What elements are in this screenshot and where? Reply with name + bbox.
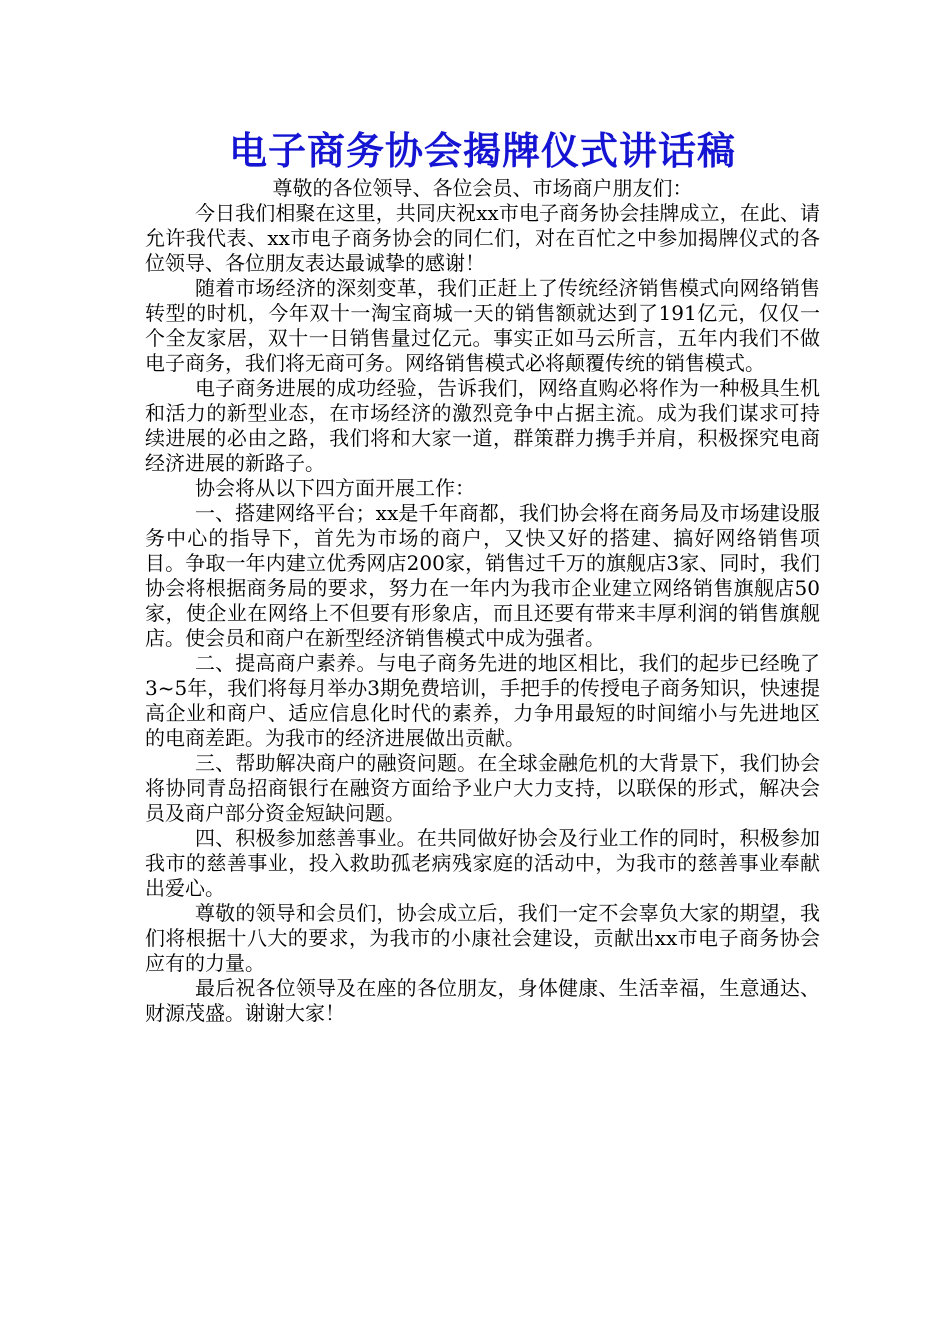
paragraph-item-2: 二、提高商户素养。与电子商务先进的地区相比，我们的起步已经晚了3~5年，我们将每月举办3期免费培训，手把手的传授电子商务知识，快速提高企业和商户、适应信息化时代的素养，力争用最短的时间缩小与先进地区的电商差距。为我市的经济进展做出贡献。 <box>145 651 820 750</box>
paragraph-item-1: 一、搭建网络平台；xx是千年商都，我们协会将在商务局及市场建设服务中心的指导下，首先为市场的商户，又快又好的搭建、搞好网络销售项目。争取一年内建立优秀网店200家，销售过千万的旗舰店3家、同时，我们协会将根据商务局的要求，努力在一年内为我市企业建立网络销售旗舰店50家，使企业在网络上不但要有形象店，而且还要有带来丰厚利润的销售旗舰店。使会员和商户在新型经济销售模式中成为强者。 <box>145 501 820 650</box>
paragraph-closing: 最后祝各位领导及在座的各位朋友，身体健康、生活幸福，生意通达、财源茂盛。谢谢大家！ <box>145 976 820 1025</box>
document-title: 电子商务协会揭牌仪式讲话稿 <box>228 129 736 173</box>
salutation: 尊敬的各位领导、各位会员、市场商户朋友们： <box>272 176 693 200</box>
paragraph-experience: 电子商务进展的成功经验，告诉我们，网络直购必将作为一种极具生机和活力的新型业态，在市场经济的激烈竞争中占据主流。成为我们谋求可持续进展的必由之路，我们将和大家一道，群策群力携手并肩，积极探究电商经济进展的新路子。 <box>145 376 820 475</box>
paragraph-item-4: 四、积极参加慈善事业。在共同做好协会及行业工作的同时，积极参加我市的慈善事业，投入救助孤老病残家庭的活动中，为我市的慈善事业奉献出爱心。 <box>145 826 820 900</box>
paragraph-opening: 今日我们相聚在这里，共同庆祝xx市电子商务协会挂牌成立，在此、请允许我代表、xx市电子商务协会的同仁们，对在百忙之中参加揭牌仪式的各位领导、各位朋友表达最诚挚的感谢！ <box>145 201 820 275</box>
paragraph-commitment: 尊敬的领导和会员们，协会成立后，我们一定不会辜负大家的期望，我们将根据十八大的要求，为我市的小康社会建设，贡献出xx市电子商务协会应有的力量。 <box>145 901 820 975</box>
paragraph-item-3: 三、帮助解决商户的融资问题。在全球金融危机的大背景下，我们协会将协同青岛招商银行在融资方面给予业户大力支持，以联保的形式，解决会员及商户部分资金短缺问题。 <box>145 751 820 825</box>
paragraph-market-change: 随着市场经济的深刻变革，我们正赶上了传统经济销售模式向网络销售转型的时机，今年双十一淘宝商城一天的销售额就达到了191亿元，仅仅一个全友家居，双十一日销售量过亿元。事实正如马云所言，五年内我们不做电子商务，我们将无商可务。网络销售模式必将颠覆传统的销售模式。 <box>145 276 820 375</box>
document-body <box>145 126 820 1026</box>
paragraph-work-intro: 协会将从以下四方面开展工作： <box>195 476 475 500</box>
